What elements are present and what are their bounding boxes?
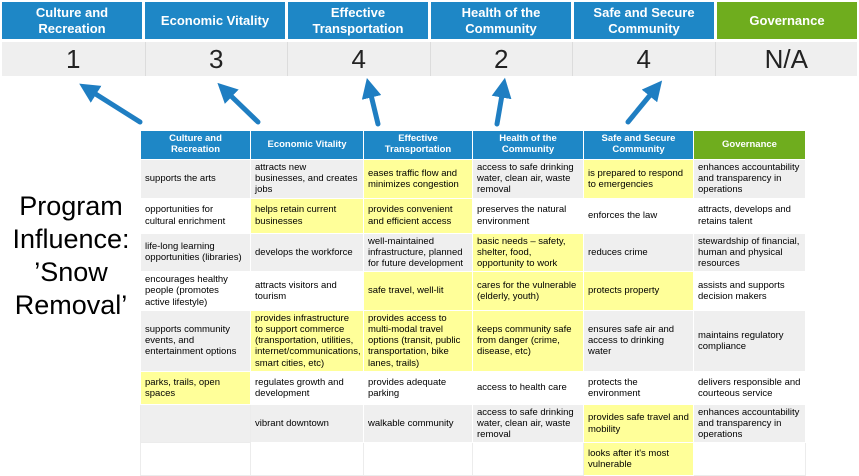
arrow-up-icon bbox=[230, 95, 258, 122]
matrix-cell: keeps community safe from danger (crime, disease, etc) bbox=[473, 310, 584, 371]
score-economic-vitality: 3 bbox=[145, 42, 288, 76]
matrix-cell: assists and supports decision makers bbox=[694, 272, 806, 311]
matrix-cell: encourages healthy people (promotes active lifestyle) bbox=[141, 272, 251, 311]
matrix-cell: maintains regulatory compliance bbox=[694, 310, 806, 371]
matrix-cell: access to health care bbox=[473, 371, 584, 404]
matrix-header-cell: Effective Transportation bbox=[364, 131, 473, 160]
matrix-cell bbox=[364, 443, 473, 476]
table-row bbox=[141, 404, 806, 443]
matrix-cell: regulates growth and development bbox=[251, 371, 364, 404]
matrix-cell: opportunities for cultural enrichment bbox=[141, 198, 251, 233]
matrix-cell bbox=[141, 404, 251, 443]
matrix-cell: reduces crime bbox=[584, 233, 694, 272]
matrix-cell: well-maintained infrastructure, planned for future development bbox=[364, 233, 473, 272]
table-row bbox=[141, 233, 806, 272]
arrow-up-icon bbox=[628, 94, 651, 122]
score-row bbox=[2, 42, 857, 76]
matrix-cell: provides adequate parking bbox=[364, 371, 473, 404]
table-row bbox=[141, 371, 806, 404]
priority-header-governance: Governance bbox=[717, 2, 857, 39]
matrix-cell: protects property bbox=[584, 272, 694, 311]
matrix-header-cell: Health of the Community bbox=[473, 131, 584, 160]
matrix-body bbox=[141, 160, 806, 476]
table-row bbox=[141, 310, 806, 371]
matrix-header-cell: Culture and Recreation bbox=[141, 131, 251, 160]
matrix-cell: develops the workforce bbox=[251, 233, 364, 272]
matrix-header-cell: Governance bbox=[694, 131, 806, 160]
matrix-header-row bbox=[141, 131, 806, 160]
matrix-cell: walkable community bbox=[364, 404, 473, 443]
score-health-of-the-community: 2 bbox=[430, 42, 573, 76]
matrix-cell: stewardship of financial, human and physical resources bbox=[694, 233, 806, 272]
matrix-cell: supports community events, and entertainment options bbox=[141, 310, 251, 371]
priority-header-culture-and-recreation: Culture and Recreation bbox=[2, 2, 142, 39]
score-arrows bbox=[0, 76, 859, 132]
matrix-header-cell: Safe and Secure Community bbox=[584, 131, 694, 160]
score-culture-and-recreation: 1 bbox=[2, 42, 145, 76]
matrix-cell: attracts, develops and retains talent bbox=[694, 198, 806, 233]
table-row bbox=[141, 160, 806, 199]
matrix-cell: helps retain current businesses bbox=[251, 198, 364, 233]
matrix-cell: enforces the law bbox=[584, 198, 694, 233]
priority-header-safe-and-secure-community: Safe and Secure Community bbox=[574, 2, 714, 39]
matrix-cell: provides infrastructure to support commerce (transportation, utilities, internet/communications, smart cities, etc) bbox=[251, 310, 364, 371]
priority-header-effective-transportation: Effective Transportation bbox=[288, 2, 428, 39]
matrix-cell bbox=[473, 443, 584, 476]
matrix-cell: access to safe drinking water, clean air, waste removal bbox=[473, 404, 584, 443]
score-effective-transportation: 4 bbox=[287, 42, 430, 76]
influence-matrix-table bbox=[140, 130, 806, 476]
matrix-cell: safe travel, well-lit bbox=[364, 272, 473, 311]
table-row bbox=[141, 443, 806, 476]
matrix-cell: life-long learning opportunities (libraries) bbox=[141, 233, 251, 272]
matrix-cell: provides safe travel and mobility bbox=[584, 404, 694, 443]
table-row bbox=[141, 272, 806, 311]
score-governance: N/A bbox=[715, 42, 858, 76]
matrix-cell: enhances accountability and transparency in operations bbox=[694, 160, 806, 199]
matrix-cell: attracts visitors and tourism bbox=[251, 272, 364, 311]
arrow-up-icon bbox=[497, 95, 502, 124]
matrix-cell: supports the arts bbox=[141, 160, 251, 199]
priority-header-economic-vitality: Economic Vitality bbox=[145, 2, 285, 39]
matrix-cell: protects the environment bbox=[584, 371, 694, 404]
matrix-cell: cares for the vulnerable (elderly, youth) bbox=[473, 272, 584, 311]
matrix-cell bbox=[694, 443, 806, 476]
matrix-cell: is prepared to respond to emergencies bbox=[584, 160, 694, 199]
matrix-cell: parks, trails, open spaces bbox=[141, 371, 251, 404]
matrix-cell: enhances accountability and transparency in operations bbox=[694, 404, 806, 443]
arrow-up-icon bbox=[371, 95, 378, 124]
matrix-cell: preserves the natural environment bbox=[473, 198, 584, 233]
matrix-cell: attracts new businesses, and creates jobs bbox=[251, 160, 364, 199]
priority-banner bbox=[2, 2, 857, 39]
matrix-cell: provides convenient and efficient access bbox=[364, 198, 473, 233]
matrix-cell: vibrant downtown bbox=[251, 404, 364, 443]
arrow-up-icon bbox=[94, 93, 140, 122]
page-title: Program Influence: ’Snow Removal’ bbox=[12, 191, 130, 320]
matrix-cell bbox=[251, 443, 364, 476]
matrix-cell: delivers responsible and courteous service bbox=[694, 371, 806, 404]
matrix-cell bbox=[141, 443, 251, 476]
matrix-cell: eases traffic flow and minimizes congestion bbox=[364, 160, 473, 199]
matrix-cell: basic needs – safety, shelter, food, opportunity to work bbox=[473, 233, 584, 272]
table-row bbox=[141, 198, 806, 233]
matrix-header-cell: Economic Vitality bbox=[251, 131, 364, 160]
matrix-cell: ensures safe air and access to drinking water bbox=[584, 310, 694, 371]
score-safe-and-secure-community: 4 bbox=[572, 42, 715, 76]
matrix-cell: access to safe drinking water, clean air, waste removal bbox=[473, 160, 584, 199]
priority-header-health-of-the-community: Health of the Community bbox=[431, 2, 571, 39]
matrix-cell: provides access to multi-modal travel options (transit, public transportation, bike lanes, trails) bbox=[364, 310, 473, 371]
matrix-cell: looks after it's most vulnerable bbox=[584, 443, 694, 476]
